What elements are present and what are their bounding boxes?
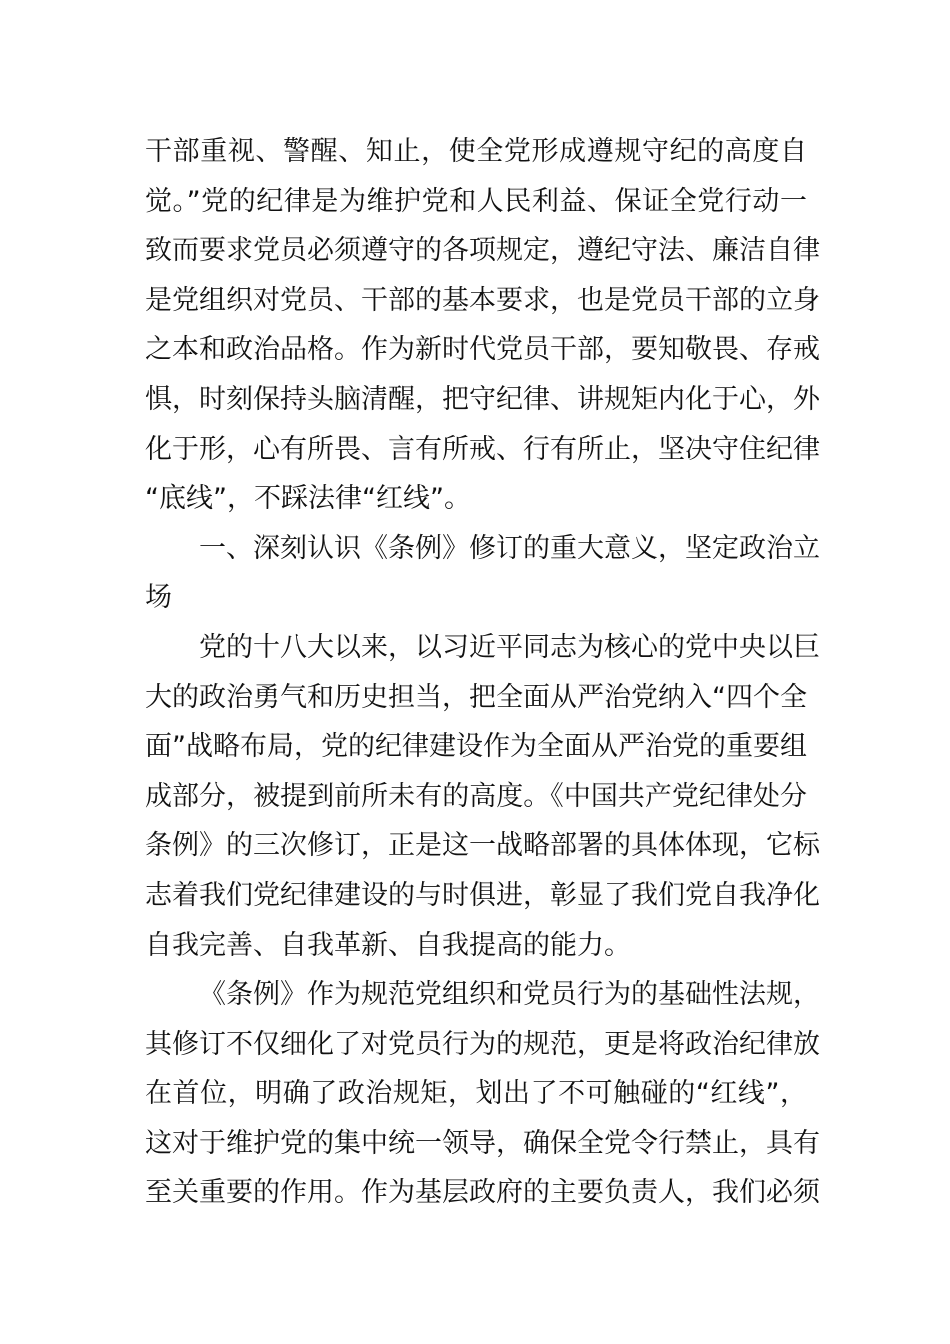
text-line: 化于形，心有所畏、言有所戒、行有所止，坚决守住纪律 — [145, 433, 820, 465]
text-line: 在首位，明确了政治规矩，划出了不可触碰的“红线”， — [145, 1078, 807, 1110]
body-text — [145, 127, 820, 1218]
text-line: 条例》的三次修订，正是这一战略部署的具体体现，它标 — [145, 830, 820, 862]
text-line: 《条例》作为规范党组织和党员行为的基础性法规， — [199, 979, 820, 1011]
text-line: 致而要求党员必须遵守的各项规定，遵纪守法、廉洁自律 — [145, 235, 820, 267]
text-line: 是党组织对党员、干部的基本要求，也是党员干部的立身 — [145, 284, 820, 316]
text-line: 面”战略布局，党的纪律建设作为全面从严治党的重要组 — [145, 731, 807, 763]
text-line: 这对于维护党的集中统一领导，确保全党令行禁止，具有 — [145, 1127, 820, 1159]
text-line: 惧，时刻保持头脑清醒，把守纪律、讲规矩内化于心，外 — [145, 383, 820, 415]
text-line: 干部重视、警醒、知止，使全党形成遵规守纪的高度自 — [145, 136, 807, 167]
text-line: “底线”，不踩法律“红线”。 — [145, 483, 471, 515]
text-line: 成部分，被提到前所未有的高度。《中国共产党纪律处分 — [145, 780, 807, 812]
text-line: 志着我们党纪律建设的与时俱进，彰显了我们党自我净化 — [145, 879, 820, 911]
text-line: 党的十八大以来，以习近平同志为核心的党中央以巨 — [199, 631, 820, 663]
text-line: 大的政治勇气和历史担当，把全面从严治党纳入“四个全 — [145, 681, 807, 713]
text-line: 至关重要的作用。作为基层政府的主要负责人，我们必须 — [145, 1177, 820, 1209]
text-line: 之本和政治品格。作为新时代党员干部，要知敬畏、存戒 — [145, 334, 820, 366]
section-heading-line: 一、深刻认识《条例》修订的重大意义，坚定政治立 — [199, 532, 820, 564]
text-line: 自我完善、自我革新、自我提高的能力。 — [145, 929, 631, 961]
section-heading-line: 场 — [145, 582, 172, 614]
text-line: 其修订不仅细化了对党员行为的规范，更是将政治纪律放 — [145, 1028, 820, 1060]
text-line: 觉。”党的纪律是为维护党和人民利益、保证全党行动一 — [145, 185, 807, 217]
